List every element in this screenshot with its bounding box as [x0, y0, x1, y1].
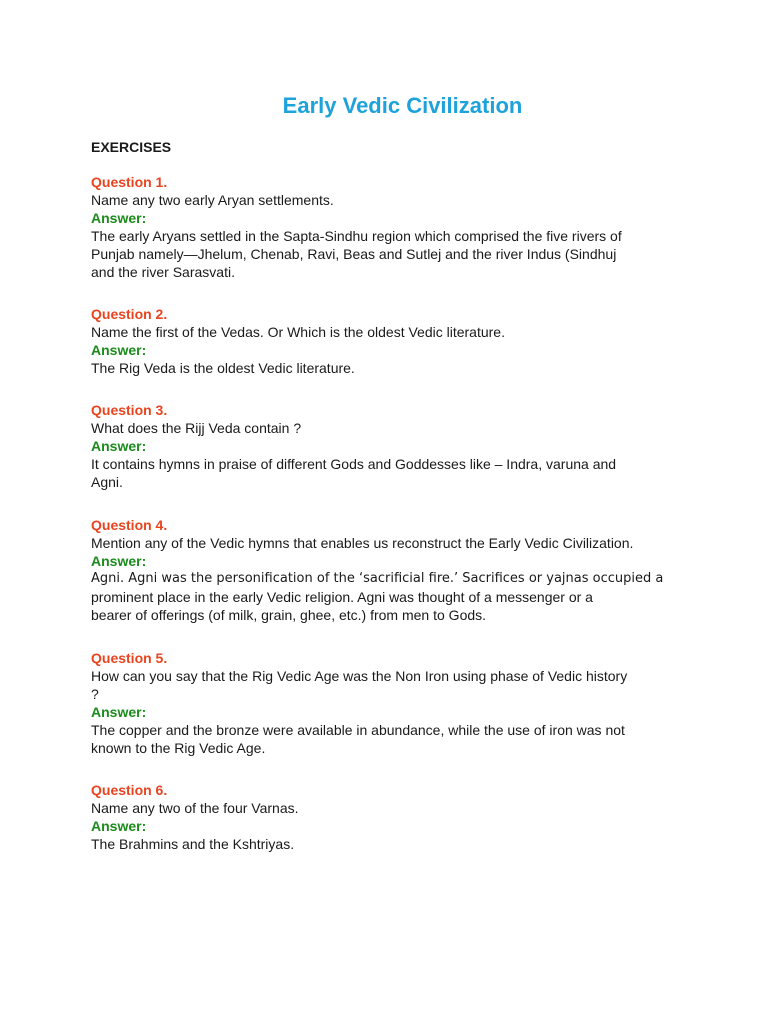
answer-label: Answer: [91, 704, 147, 720]
question-label: Question 5. [91, 650, 168, 666]
question-block-5 [91, 649, 691, 757]
answer-line: Agni. [91, 474, 123, 490]
question-text: What does the Rijj Veda contain ? [91, 420, 302, 436]
answer-label: Answer: [91, 438, 147, 454]
question-block-4 [91, 516, 711, 624]
section-heading: EXERCISES [91, 139, 172, 155]
answer-label: Answer: [91, 210, 147, 226]
question-label: Question 6. [91, 782, 168, 798]
question-block-3 [91, 401, 691, 491]
question-block-2 [91, 305, 691, 377]
question-label: Question 3. [91, 402, 168, 418]
answer-line: Agni. Agni was the personification of the ‘sacrificial fire.’ Sacrifices or yajnas occupied a [91, 571, 664, 586]
question-text: ? [91, 686, 99, 702]
question-text: How can you say that the Rig Vedic Age was the Non Iron using phase of Vedic history [91, 668, 628, 684]
answer-line: The Rig Veda is the oldest Vedic literature. [91, 360, 355, 376]
answer-line: The copper and the bronze were available in abundance, while the use of iron was not [91, 722, 625, 738]
answer-line: and the river Sarasvati. [91, 264, 235, 280]
answer-line: bearer of offerings (of milk, grain, ghee, etc.) from men to Gods. [91, 607, 487, 623]
answer-label: Answer: [91, 553, 147, 569]
answer-line: known to the Rig Vedic Age. [91, 740, 266, 756]
question-label: Question 4. [91, 517, 168, 533]
question-text: Name the first of the Vedas. Or Which is the oldest Vedic literature. [91, 324, 505, 340]
answer-line: prominent place in the early Vedic religion. Agni was thought of a messenger or a [91, 589, 593, 605]
answer-label: Answer: [91, 342, 147, 358]
question-label: Question 2. [91, 306, 168, 322]
question-block-6 [91, 781, 691, 853]
answer-line: Punjab namely—Jhelum, Chenab, Ravi, Beas and Sutlej and the river Indus (Sindhuj [91, 246, 617, 262]
answer-line: The Brahmins and the Kshtriyas. [91, 836, 295, 852]
question-text: Mention any of the Vedic hymns that enables us reconstruct the Early Vedic Civilization. [91, 535, 634, 551]
question-block-1 [91, 173, 691, 281]
question-text: Name any two of the four Varnas. [91, 800, 299, 816]
question-text: Name any two early Aryan settlements. [91, 192, 334, 208]
page-title: Early Vedic Civilization [282, 93, 523, 118]
answer-line: It contains hymns in praise of different Gods and Goddesses like – Indra, varuna and [91, 456, 617, 472]
question-label: Question 1. [91, 174, 168, 190]
answer-line: The early Aryans settled in the Sapta-Sindhu region which comprised the five rivers of [91, 228, 622, 244]
answer-label: Answer: [91, 818, 147, 834]
